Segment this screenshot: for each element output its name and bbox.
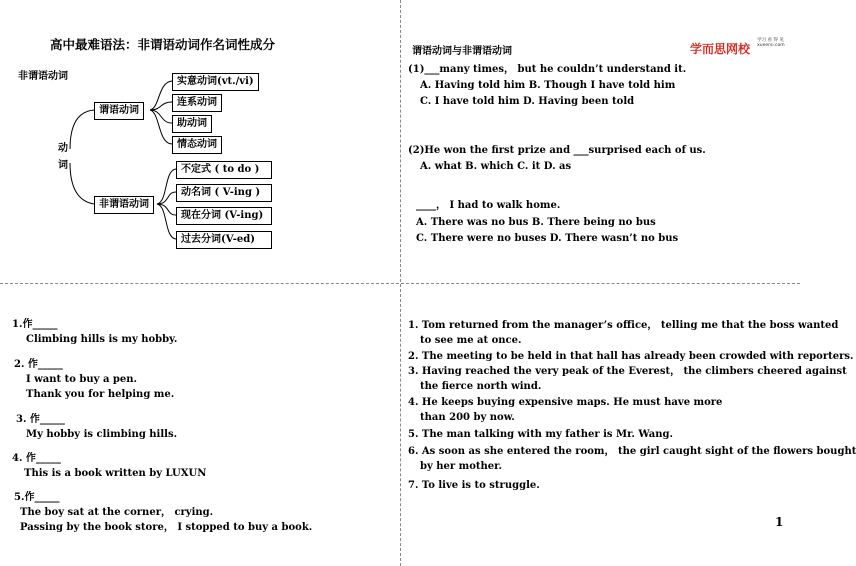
option-line: C. I have told him D. Having been told — [420, 96, 635, 107]
logo-url: xueersi.com — [757, 43, 785, 48]
nonpredicate-child-node: 不定式 ( to do ) — [176, 161, 272, 179]
item-label: 3. 作_____ — [16, 414, 65, 425]
root-label-char1: 动 — [58, 143, 68, 154]
predicate-verb-node: 谓语动词 — [94, 102, 144, 120]
option-line: A. what B. which C. it D. as — [420, 161, 572, 172]
panel-header: 谓语动词与非谓语动词 — [412, 46, 512, 57]
example-sentence: My hobby is climbing hills. — [26, 429, 178, 440]
option-line: C. There were no buses D. There wasn’t no bus — [416, 233, 679, 244]
predicate-child-node: 连系动词 — [172, 94, 222, 112]
example-line: 4. He keeps buying expensive maps. He must have more — [408, 397, 723, 408]
predicate-child-node: 实意动词(vt./vi) — [172, 73, 259, 91]
question-line: ____， I had to walk home. — [416, 200, 561, 211]
predicate-child-node: 情态动词 — [172, 136, 222, 154]
nonpredicate-child-node: 现在分词 (V-ing) — [176, 207, 272, 225]
brand-logo — [690, 38, 785, 57]
example-line: 5. The man talking with my father is Mr. Wang. — [408, 429, 673, 440]
example-line: the fierce north wind. — [420, 381, 542, 392]
example-line: than 200 by now. — [420, 412, 515, 423]
option-line: A. There was no bus B. There being no bus — [416, 217, 656, 228]
example-line: 2. The meeting to be held in that hall has already been crowded with reporters. — [408, 351, 854, 362]
page-number: 1 — [775, 515, 784, 529]
example-sentence: The boy sat at the corner， crying. — [20, 507, 214, 518]
nonpredicate-child-node: 动名词 ( V-ing ) — [176, 184, 272, 202]
section-label: 非谓语动词 — [18, 71, 68, 82]
example-sentence: I want to buy a pen. — [26, 374, 138, 385]
logo-slogan: 学习 看 得 见 — [757, 38, 784, 43]
example-line: by her mother. — [420, 461, 503, 472]
predicate-child-node: 助动词 — [172, 115, 212, 133]
example-line: 6. As soon as she entered the room， the girl caught sight of the flowers bought — [408, 446, 856, 457]
question-line: (1)___many times， but he couldn’t understand it. — [408, 64, 687, 75]
example-line: to see me at once. — [420, 335, 522, 346]
question-line: (2)He won the first prize and ___surprised each of us. — [408, 145, 706, 156]
example-line: 3. Having reached the very peak of the Everest， the climbers cheered against — [408, 366, 847, 377]
item-label: 1.作_____ — [12, 319, 58, 330]
horizontal-divider — [0, 283, 800, 284]
example-sentence: Thank you for helping me. — [26, 389, 175, 400]
example-line: 7. To live is to struggle. — [408, 480, 540, 491]
option-line: A. Having told him B. Though I have told him — [420, 80, 676, 91]
example-sentence: Passing by the book store， I stopped to buy a book. — [20, 522, 313, 533]
item-label: 4. 作_____ — [12, 453, 61, 464]
nonpredicate-child-node: 过去分词(V-ed) — [176, 231, 272, 249]
item-label: 2. 作_____ — [14, 359, 63, 370]
nonpredicate-verb-node: 非谓语动词 — [94, 196, 154, 214]
logo-text: 学而思网校 — [690, 42, 751, 56]
page-title: 高中最难语法：非谓语动词作名词性成分 — [50, 37, 276, 52]
example-sentence: This is a book written by LUXUN — [24, 468, 207, 479]
example-line: 1. Tom returned from the manager’s office， telling me that the boss wanted — [408, 320, 839, 331]
example-sentence: Climbing hills is my hobby. — [26, 334, 178, 345]
root-label-char2: 词 — [58, 160, 68, 171]
item-label: 5.作_____ — [14, 492, 60, 503]
